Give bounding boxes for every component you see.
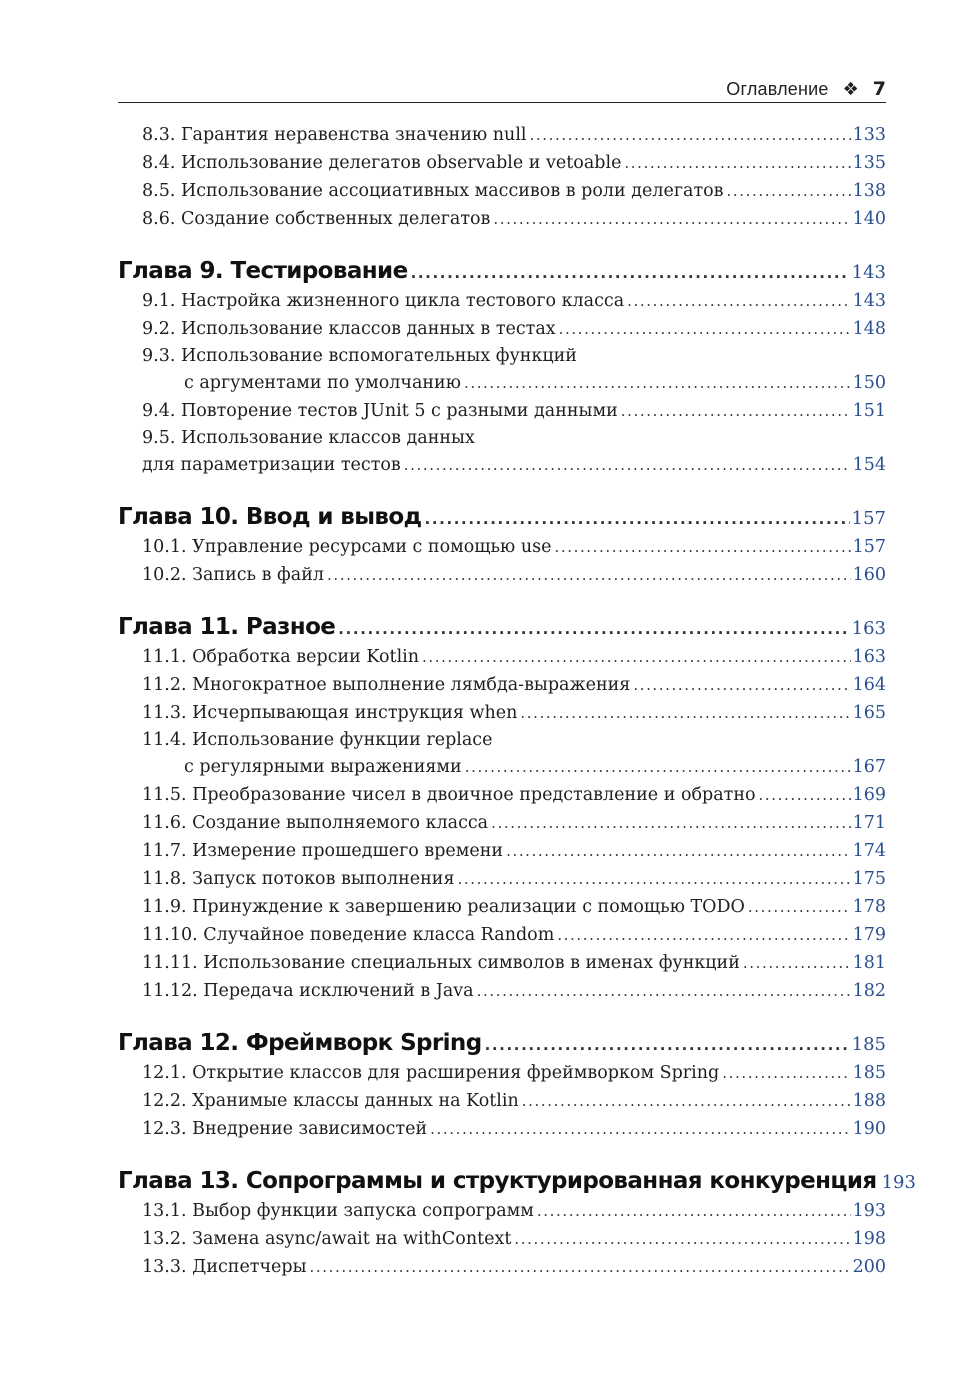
toc-entry-11-3[interactable]: 11.3. Исчерпывающая инструкция when ..... 165: [118, 699, 886, 727]
page-link[interactable]: 171: [852, 813, 886, 833]
toc-entry-9-2[interactable]: 9.2. Использование классов данных в тестах ..... 148: [118, 315, 886, 343]
toc-chapter-11[interactable]: Глава 11. Разное ..... 163: [118, 611, 886, 643]
page-link[interactable]: 178: [852, 897, 886, 917]
page-link[interactable]: 150: [852, 373, 886, 393]
page-link[interactable]: 151: [852, 401, 886, 421]
ornament-icon: ❖: [842, 79, 859, 100]
page-link[interactable]: 135: [852, 153, 886, 173]
toc-entry-10-2[interactable]: 10.2. Запись в файл ..... 160: [118, 561, 886, 589]
toc-entry-13-2[interactable]: 13.2. Замена async/await на withContext ..... 198: [118, 1225, 886, 1253]
toc-entry-12-2[interactable]: 12.2. Хранимые классы данных на Kotlin ..... 188: [118, 1087, 886, 1115]
toc-entry-11-6[interactable]: 11.6. Создание выполняемого класса ..... 171: [118, 809, 886, 837]
toc-entry-11-4-cont[interactable]: с регулярными выражениями ..... 167: [118, 753, 886, 781]
header-title: Оглавление: [726, 79, 829, 99]
page-link[interactable]: 157: [851, 508, 886, 529]
toc-entry-11-2[interactable]: 11.2. Многократное выполнение лямбда-выражения ..... 164: [118, 671, 886, 699]
toc-entry-11-4[interactable]: 11.4. Использование функции replace: [142, 730, 493, 750]
toc-chapter-10[interactable]: Глава 10. Ввод и вывод ..... 157: [118, 501, 886, 533]
page-link[interactable]: 133: [852, 125, 886, 145]
page-link[interactable]: 188: [852, 1091, 886, 1111]
page-link[interactable]: 193: [881, 1172, 916, 1193]
toc-entry-9-3-cont[interactable]: с аргументами по умолчанию ..... 150: [118, 369, 886, 397]
page-link[interactable]: 165: [852, 703, 886, 723]
page-link[interactable]: 160: [852, 565, 886, 585]
page-link[interactable]: 154: [852, 455, 886, 475]
page-link[interactable]: 157: [852, 537, 886, 557]
page-link[interactable]: 182: [852, 981, 886, 1001]
table-of-contents: [118, 121, 916, 1281]
page-link[interactable]: 175: [852, 869, 886, 889]
page-link[interactable]: 138: [852, 181, 886, 201]
toc-entry-11-7[interactable]: 11.7. Измерение прошедшего времени ..... 174: [118, 837, 886, 865]
toc-entry-8-5[interactable]: 8.5. Использование ассоциативных массивов в роли делегатов ..... 138: [118, 177, 886, 205]
toc-entry-8-4[interactable]: 8.4. Использование делегатов observable и vetoable ..... 135: [118, 149, 886, 177]
page-link[interactable]: 163: [851, 618, 886, 639]
page-link[interactable]: 140: [852, 209, 886, 229]
toc-entry-11-1[interactable]: 11.1. Обработка версии Kotlin ..... 163: [118, 643, 886, 671]
page-link[interactable]: 200: [852, 1257, 886, 1277]
toc-entry-12-1[interactable]: 12.1. Открытие классов для расширения фреймворком Spring ..... 185: [118, 1059, 886, 1087]
page-link[interactable]: 185: [851, 1034, 886, 1055]
page-link[interactable]: 163: [852, 647, 886, 667]
page-link[interactable]: 185: [852, 1063, 886, 1083]
toc-chapter-9[interactable]: Глава 9. Тестирование ..... 143: [118, 255, 886, 287]
page-link[interactable]: 143: [852, 291, 886, 311]
toc-entry-9-4[interactable]: 9.4. Повторение тестов JUnit 5 с разными данными ..... 151: [118, 397, 886, 425]
page-link[interactable]: 174: [852, 841, 886, 861]
toc-entry-9-3[interactable]: 9.3. Использование вспомогательных функций: [142, 346, 577, 366]
page-link[interactable]: 167: [852, 757, 886, 777]
running-header: [118, 72, 886, 103]
toc-entry-9-1[interactable]: 9.1. Настройка жизненного цикла тестового класса ..... 143: [118, 287, 886, 315]
toc-entry-10-1[interactable]: 10.1. Управление ресурсами с помощью use ..... 157: [118, 533, 886, 561]
toc-entry-11-9[interactable]: 11.9. Принуждение к завершению реализации с помощью TODO ..... 178: [118, 893, 886, 921]
toc-entry-11-5[interactable]: 11.5. Преобразование чисел в двоичное представление и обратно ..... 169: [118, 781, 886, 809]
page-link[interactable]: 198: [852, 1229, 886, 1249]
toc-entry-8-6[interactable]: 8.6. Создание собственных делегатов ..... 140: [118, 205, 886, 233]
toc-entry-11-11[interactable]: 11.11. Использование специальных символов в именах функций ..... 181: [118, 949, 886, 977]
toc-entry-8-3[interactable]: 8.3. Гарантия неравенства значению null ..... 133: [118, 121, 886, 149]
toc-entry-13-3[interactable]: 13.3. Диспетчеры ..... 200: [118, 1253, 886, 1281]
toc-entry-12-3[interactable]: 12.3. Внедрение зависимостей ..... 190: [118, 1115, 886, 1143]
page-link[interactable]: 181: [852, 953, 886, 973]
header-page-number: 7: [872, 78, 886, 100]
page-link[interactable]: 190: [852, 1119, 886, 1139]
page-link[interactable]: 164: [852, 675, 886, 695]
page-link[interactable]: 193: [852, 1201, 886, 1221]
toc-entry-13-1[interactable]: 13.1. Выбор функции запуска сопрограмм ..... 193: [118, 1197, 886, 1225]
toc-entry-9-5[interactable]: 9.5. Использование классов данных: [142, 428, 475, 448]
page-link[interactable]: 148: [852, 319, 886, 339]
header-right: [726, 78, 886, 100]
toc-chapter-12[interactable]: Глава 12. Фреймворк Spring ..... 185: [118, 1027, 886, 1059]
toc-chapter-13[interactable]: Глава 13. Сопрограммы и структурированная конкуренция 193: [118, 1165, 886, 1197]
page-link[interactable]: 143: [851, 262, 886, 283]
toc-entry-11-8[interactable]: 11.8. Запуск потоков выполнения ..... 175: [118, 865, 886, 893]
page-link[interactable]: 179: [852, 925, 886, 945]
page-link[interactable]: 169: [852, 785, 886, 805]
toc-entry-9-5-cont[interactable]: для параметризации тестов ..... 154: [118, 451, 886, 479]
toc-entry-11-12[interactable]: 11.12. Передача исключений в Java ..... 182: [118, 977, 886, 1005]
toc-entry-11-10[interactable]: 11.10. Случайное поведение класса Random ..... 179: [118, 921, 886, 949]
